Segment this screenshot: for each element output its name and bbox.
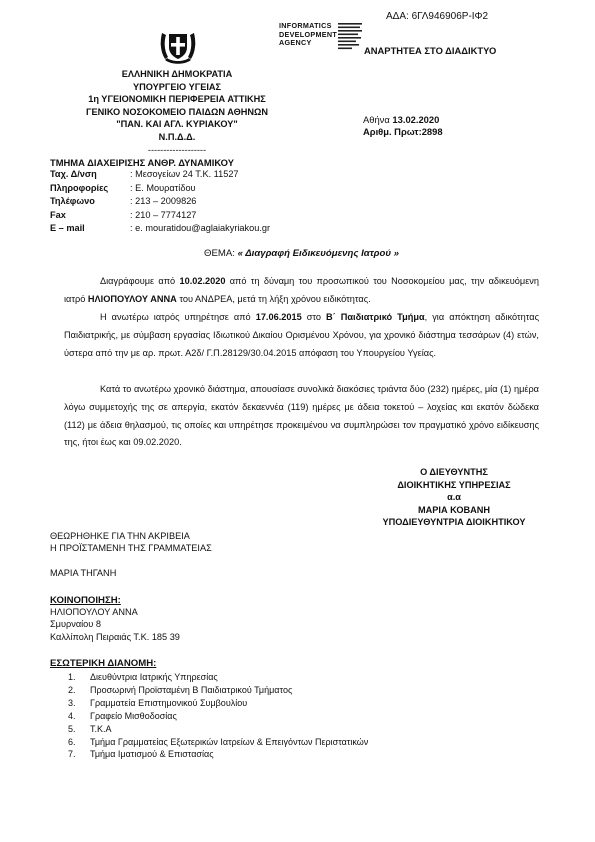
signature-line-4: ΜΑΡΙΑ ΚΟΒΑΝΗ: [417, 504, 491, 515]
contact-table: [50, 168, 270, 236]
list-item-text: Τ.Κ.Α: [90, 723, 112, 734]
list-item-text: Τμήμα Ιματισμού & Επιστασίας: [90, 749, 214, 760]
p1-name: ΗΛΙΟΠΟΥΛΟΥ ΑΝΝΑ: [87, 293, 177, 304]
protocol-number: Αριθμ. Πρωτ:2898: [363, 126, 443, 137]
verified-block: [50, 530, 212, 555]
contact-value: : 213 – 2009826: [130, 196, 197, 207]
contact-row: [50, 195, 270, 209]
contact-value: : e. mouratidou@aglaiakyriakou.gr: [130, 223, 271, 234]
p2-date: 17.06.2015: [255, 312, 302, 322]
list-item-text: Διευθύντρια Ιατρικής Υπηρεσίας: [90, 672, 218, 682]
contact-value: : 210 – 7774127: [130, 209, 197, 220]
agency-line-1: INFORMATICS: [279, 21, 332, 30]
list-item-text: Γραμματεία Επιστημονικού Συμβουλίου: [90, 697, 248, 708]
org-line-4: ΓΕΝΙΚΟ ΝΟΣΟΚΟΜΕΙΟ ΠΑΙΔΩΝ ΑΘΗΝΩΝ: [85, 106, 269, 117]
list-item-text: Τμήμα Γραμματείας Εξωτερικών Ιατρείων & Επειγόντων Περιστατικών: [90, 736, 369, 747]
list-item-number: 1.: [68, 672, 76, 682]
list-item-text: Γραφείο Μισθοδοσίας: [90, 710, 177, 721]
publish-note: ΑΝΑΡΤΗΤΕΑ ΣΤΟ ΔΙΑΔΙΚΤΥΟ: [364, 45, 497, 56]
contact-label: Τηλέφωνο: [50, 196, 95, 207]
contact-value: : Μεσογείων 24 Τ.Κ. 11527: [130, 169, 239, 179]
subject-label: ΘΕΜΑ:: [203, 248, 238, 259]
distribution-list: [68, 671, 368, 761]
list-item: [68, 671, 368, 684]
recipient-name: ΗΛΙΟΠΟΥΛΟΥ ΑΝΝΑ: [50, 607, 138, 617]
department-title: ΤΜΗΜΑ ΔΙΑΧΕΙΡΙΣΗΣ ΑΝΘΡ. ΔΥΝΑΜΙΚΟΥ: [50, 157, 234, 168]
notification-block: [50, 606, 180, 643]
p2-department: Β΄ Παιδιατρικό Τμήμα: [326, 312, 425, 322]
p1-text-e: του ΑΝΔΡΕΑ, μετά τη λήξη χρόνου ειδικότητας.: [176, 293, 371, 304]
list-item-number: 2.: [68, 684, 76, 695]
signature-line-1: Ο ΔΙΕΥΘΥΝΤΗΣ: [420, 467, 488, 477]
date-line: [363, 114, 439, 126]
list-item-number: 3.: [68, 697, 76, 708]
date-value: 13.02.2020: [392, 114, 440, 125]
greek-coat-of-arms-icon: [157, 27, 199, 69]
list-item-number: 4.: [68, 710, 76, 721]
agency-line-2: DEVELOPMENT: [279, 29, 338, 39]
contact-row: [50, 222, 270, 236]
contact-label: Πληροφορίες: [50, 182, 109, 193]
verified-line-2: Η ΠΡΟΪΣΤΑΜΕΝΗ ΤΗΣ ΓΡΑΜΜΑΤΕΙΑΣ: [50, 543, 212, 554]
paragraph-1: [64, 273, 539, 309]
contact-row: [50, 209, 270, 223]
signature-block: [352, 466, 556, 529]
signature-line-3: α.α: [447, 492, 461, 503]
list-item-number: 5.: [68, 723, 76, 734]
contact-row: [50, 182, 270, 196]
agency-text: [279, 22, 337, 48]
org-line-6: Ν.Π.Δ.Δ.: [158, 131, 196, 142]
list-item-number: 7.: [68, 749, 76, 760]
list-item: [68, 684, 368, 697]
p3-text: Κατά το ανωτέρω χρονικό διάστημα, απουσίασε συνολικά διακόσιες τριάντα δύο (232) ημέρες, μία (1) ημέρα λόγω συμμετοχής της σε απεργία, εκατόν δεκαεννέα (119) ημέρες με άδεια τοκετού – λοχείας και εκατόν δώδεκα (112) με άδεια θηλασμού, τις οποίες και υπηρέτησε προκειμένου να συμπληρώσει τον πραγματικό χρόνο ειδίκευσης της, ήτοι έως και 09.02.2020.: [64, 384, 539, 448]
contact-label: Fax: [50, 209, 66, 220]
recipient-street: Σμυρναίου 8: [50, 619, 101, 630]
date-prefix: Αθήνα: [363, 114, 393, 125]
contact-label: E – mail: [50, 223, 85, 234]
p1-date: 10.02.2020: [179, 276, 226, 286]
org-line-5: "ΠΑΝ. ΚΑΙ ΑΓΛ. ΚΥΡΙΑΚΟΥ": [116, 119, 238, 130]
contact-row: [50, 168, 270, 182]
verified-line-1: ΘΕΩΡΗΘΗΚΕ ΓΙΑ ΤΗΝ ΑΚΡΙΒΕΙΑ: [50, 531, 190, 541]
notification-title: ΚΟΙΝΟΠΟΙΗΣΗ:: [50, 595, 121, 606]
p2-text-c: στο: [301, 312, 327, 322]
contact-value: : Ε. Μουρατίδου: [130, 182, 196, 193]
verified-name: ΜΑΡΙΑ ΤΗΓΑΝΗ: [50, 568, 117, 578]
paragraph-2: [64, 309, 539, 362]
list-item-number: 6.: [68, 736, 76, 747]
list-item: [68, 736, 368, 749]
agency-fine-print-icon: [338, 22, 364, 52]
distribution-title: ΕΣΩΤΕΡΙΚΗ ΔΙΑΝΟΜΗ:: [50, 658, 157, 669]
org-header: [60, 68, 294, 156]
paragraph-3: [64, 381, 539, 452]
subject-text: « Διαγραφή Ειδικευόμενης Ιατρού »: [237, 248, 400, 259]
agency-logo: [279, 22, 363, 52]
ada-number: ΑΔΑ: 6ΓΛ946906Ρ-ΙΦ2: [386, 11, 489, 22]
signature-line-2: ΔΙΟΙΚΗΤΙΚΗΣ ΥΠΗΡΕΣΙΑΣ: [397, 479, 511, 490]
agency-line-3: AGENCY: [279, 38, 312, 48]
list-item: [68, 697, 368, 710]
list-item-text: Προσωρινή Προϊσταμένη Β Παιδιατρικού Τμήματος: [90, 684, 293, 695]
p2-text-a: Η ανωτέρω ιατρός υπηρέτησε από: [100, 312, 256, 322]
org-line-2: ΥΠΟΥΡΓΕΙΟ ΥΓΕΙΑΣ: [132, 81, 222, 92]
org-line-3: 1η ΥΓΕΙΟΝΟΜΙΚΗ ΠΕΡΙΦΕΡΕΙΑ ΑΤΤΙΚΗΣ: [88, 94, 266, 105]
signature-line-5: ΥΠΟΔΙΕΥΘΥΝΤΡΙΑ ΔΙΟΙΚΗΤΙΚΟΥ: [382, 517, 526, 528]
list-item: [68, 710, 368, 723]
contact-label: Ταχ. Δ/νση: [50, 169, 97, 179]
p1-text-c: από τη δύναμη του προσωπικού του Νοσοκομείου μας, την αδικευόμενη ιατρό: [64, 276, 540, 304]
list-item: [68, 748, 368, 761]
subject-line: [64, 248, 539, 260]
p2-text-e: , για απόκτηση αδικότητας Παιδιατρικής, με σύμβαση εργασίας Ιδιωτικού Δικαίου Ορισμένου Χρόνου, για χρονικό διάστημα τεσσάρων (4) ετών, ύστερα από την με αρ. πρωτ. Α2δ/ Γ.Π.28129/30.04.2015 απόφαση του Υπουργείου Υγείας.: [64, 312, 540, 358]
org-line-1: ΕΛΛΗΝΙΚΗ ΔΗΜΟΚΡΑΤΙΑ: [121, 69, 233, 79]
list-item: [68, 723, 368, 736]
p1-text-a: Διαγράφουμε από: [100, 276, 180, 286]
recipient-city: Καλλίπολη Πειραιάς Τ.Κ. 185 39: [50, 631, 180, 642]
org-line-7: -------------------: [147, 144, 207, 155]
